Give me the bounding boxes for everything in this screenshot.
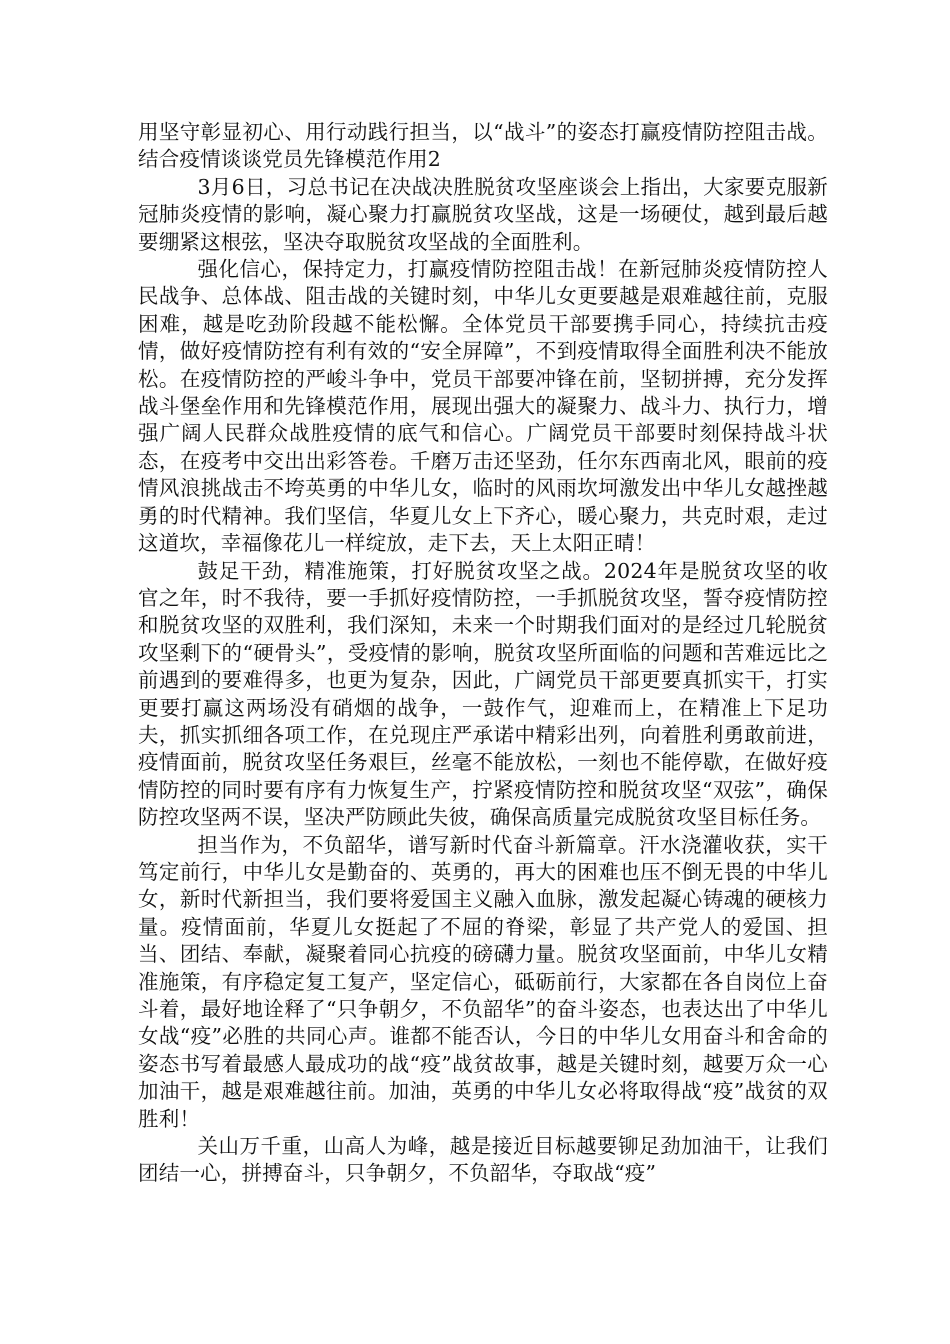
paragraph-responsibility: 担当作为，不负韶华，谱写新时代奋斗新篇章。汗水浇灌收获，实干笃定前行，中华儿女是勤奋的、英勇的，再大的困难也压不倒无畏的中华儿女，新时代新担当，我们要将爱国主义融入血脉，激发起凝心铸魂的硬核力量。疫情面前，华夏儿女挺起了不屈的脊梁，彰显了共产党人的爱国、担当、团结、奉献，凝聚着同心抗疫的磅礴力量。脱贫攻坚面前，中华儿女精准施策，有序稳定复工复产，坚定信心，砥砺前行，大家都在各自岗位上奋斗着，最好地诠释了“只争朝夕，不负韶华”的奋斗姿态，也表达出了中华儿女战“疫”必胜的共同心声。谁都不能否认，今日的中华儿女用奋斗和舍命的姿态书写着最感人最成功的战“疫”战贫故事，越是关键时刻，越要万众一心加油干，越是艰难越往前。加油，英勇的中华儿女必将取得战“疫”战贫的双胜利！ <box>138 832 828 1131</box>
paragraph-poverty-alleviation: 鼓足干劲，精准施策，打好脱贫攻坚之战。2024年是脱贫攻坚的收官之年，时不我待，要一手抓好疫情防控，一手抓脱贫攻坚，誓夺疫情防控和脱贫攻坚的双胜利，我们深知，未来一个时期我们面对的是经过几轮脱贫攻坚剩下的“硬骨头”，受疫情的影响，脱贫攻坚所面临的问题和苦难远比之前遇到的要难得多，也更为复杂，因此，广阔党员干部更要真抓实干，打实更要打赢这两场没有硝烟的战争，一鼓作气，迎难而上，在精准上下足功夫，抓实抓细各项工作，在兑现庄严承诺中精彩出列，向着胜利勇敢前进，疫情面前，脱贫攻坚任务艰巨，丝毫不能放松，一刻也不能停歇，在做好疫情防控的同时要有序有力恢复生产，拧紧疫情防控和脱贫攻坚“双弦”，确保防控攻坚两不误，坚决严防顾此失彼，确保高质量完成脱贫攻坚目标任务。 <box>138 558 828 830</box>
document-body <box>138 119 828 1188</box>
paragraph-march-6: 3月6日，习总书记在决战决胜脱贫攻坚座谈会上指出，大家要克服新冠肺炎疫情的影响，凝心聚力打赢脱贫攻坚战，这是一场硬仗，越到最后越要绷紧这根弦，坚决夺取脱贫攻坚战的全面胜利。 <box>138 174 828 254</box>
paragraph-closing: 关山万千重，山高人为峰，越是接近目标越要铆足劲加油干，让我们团结一心，拼搏奋斗，只争朝夕，不负韶华，夺取战“疫” <box>138 1134 828 1186</box>
paragraph-confidence: 强化信心，保持定力，打赢疫情防控阻击战！在新冠肺炎疫情防控人民战争、总体战、阻击战的关键时刻，中华儿女更要越是艰难越往前，克服困难，越是吃劲阶段越不能松懈。全体党员干部要携手同心，持续抗击疫情，做好疫情防控有利有效的“安全屏障”，不到疫情取得全面胜利决不能放松。在疫情防控的严峻斗争中，党员干部要冲锋在前，坚韧拼搏，充分发挥战斗堡垒作用和先锋模范作用，展现出强大的凝聚力、战斗力、执行力，增强广阔人民群众战胜疫情的底气和信心。广阔党员干部要时刻保持战斗状态，在疫考中交出出彩答卷。千磨万击还坚劲，任尔东西南北风，眼前的疫情风浪挑战击不垮英勇的中华儿女，临时的风雨坎坷激发出中华儿女越挫越勇的时代精神。我们坚信，华夏儿女上下齐心，暖心聚力，共克时艰，走过这道坎，幸福像花儿一样绽放，走下去，天上太阳正晴！ <box>138 257 828 556</box>
paragraph-intro: 用坚守彰显初心、用行动践行担当，以“战斗”的姿态打赢疫情防控阻击战。结合疫情谈谈党员先锋模范作用2 <box>138 120 828 172</box>
